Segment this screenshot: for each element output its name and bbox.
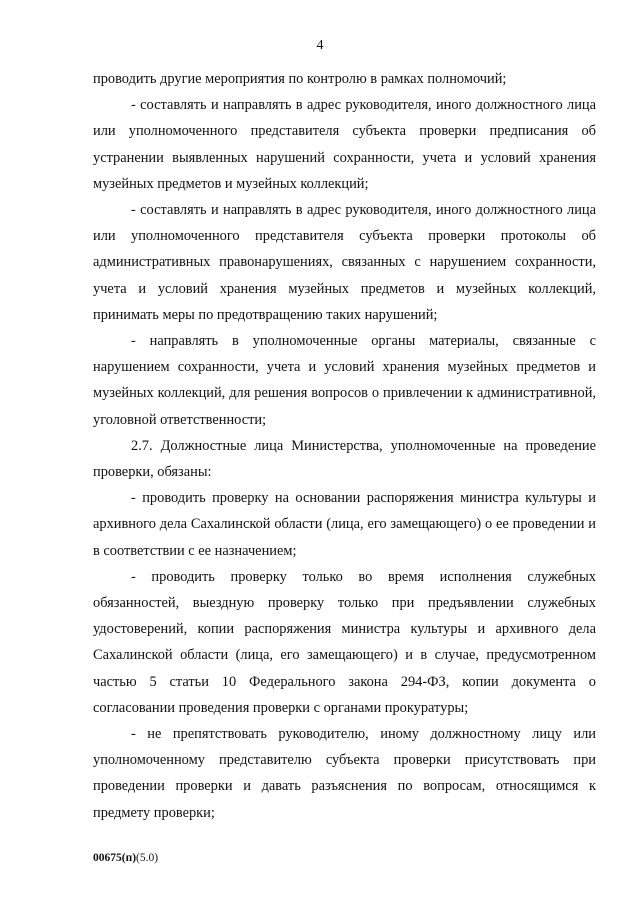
document-code-number: 00675(п) bbox=[93, 852, 137, 864]
page-number: 4 bbox=[316, 38, 324, 53]
document-code bbox=[93, 852, 158, 864]
paragraph-not-obstruct: - не препятствовать руководителю, иному должностному лицу или уполномоченному представителю субъекта проверки присутствовать при проведении проверки и давать разъяснения по вопросам, относящимся к предмету проверки; bbox=[93, 726, 596, 821]
section-heading-2-7: 2.7. Должностные лица Министерства, уполномоченные на проведение проверки, обязаны: bbox=[93, 437, 596, 481]
paragraph-issue-protocols: - составлять и направлять в адрес руководителя, иного должностного лица или уполномоченного представителя субъекта проверки протоколы об административных правонарушениях, связанных с нарушением сохранности, учета и условий хранения музейных предметов и музейных коллекций, принимать меры по предотвращению таких нарушений; bbox=[93, 202, 596, 323]
paragraph-conduct-by-order: - проводить проверку на основании распоряжения министра культуры и архивного дела Сахалинской области (лица, его замещающего) о ее проведении и в соответствии с ее назначением; bbox=[93, 490, 596, 559]
document-code-version: (5.0) bbox=[136, 852, 159, 864]
paragraph-issue-orders: - составлять и направлять в адрес руководителя, иного должностного лица или уполномоченного представителя субъекта проверки предписания об устранении выявленных нарушений сохранности, учета и условий хранения музейных предметов и музейных коллекций; bbox=[93, 97, 596, 192]
document-body bbox=[93, 66, 596, 826]
paragraph-conduct-during-duties: - проводить проверку только во время исполнения служебных обязанностей, выездную проверку только при предъявлении служебных удостоверений, копии распоряжения министра культуры и архивного дела Сахалинской области (лица, его замещающего) и в случае, предусмотренном частью 5 статьи 10 Федерального закона 294-ФЗ, копии документа о согласовании проведения проверки с органами прокуратуры; bbox=[93, 568, 596, 716]
paragraph-send-materials: - направлять в уполномоченные органы материалы, связанные с нарушением сохранности, учета и условий хранения музейных предметов и музейных коллекций, для решения вопросов о привлечении к административной, уголовной ответственности; bbox=[93, 333, 596, 428]
paragraph-continuation: проводить другие мероприятия по контролю в рамках полномочий; bbox=[93, 71, 507, 87]
